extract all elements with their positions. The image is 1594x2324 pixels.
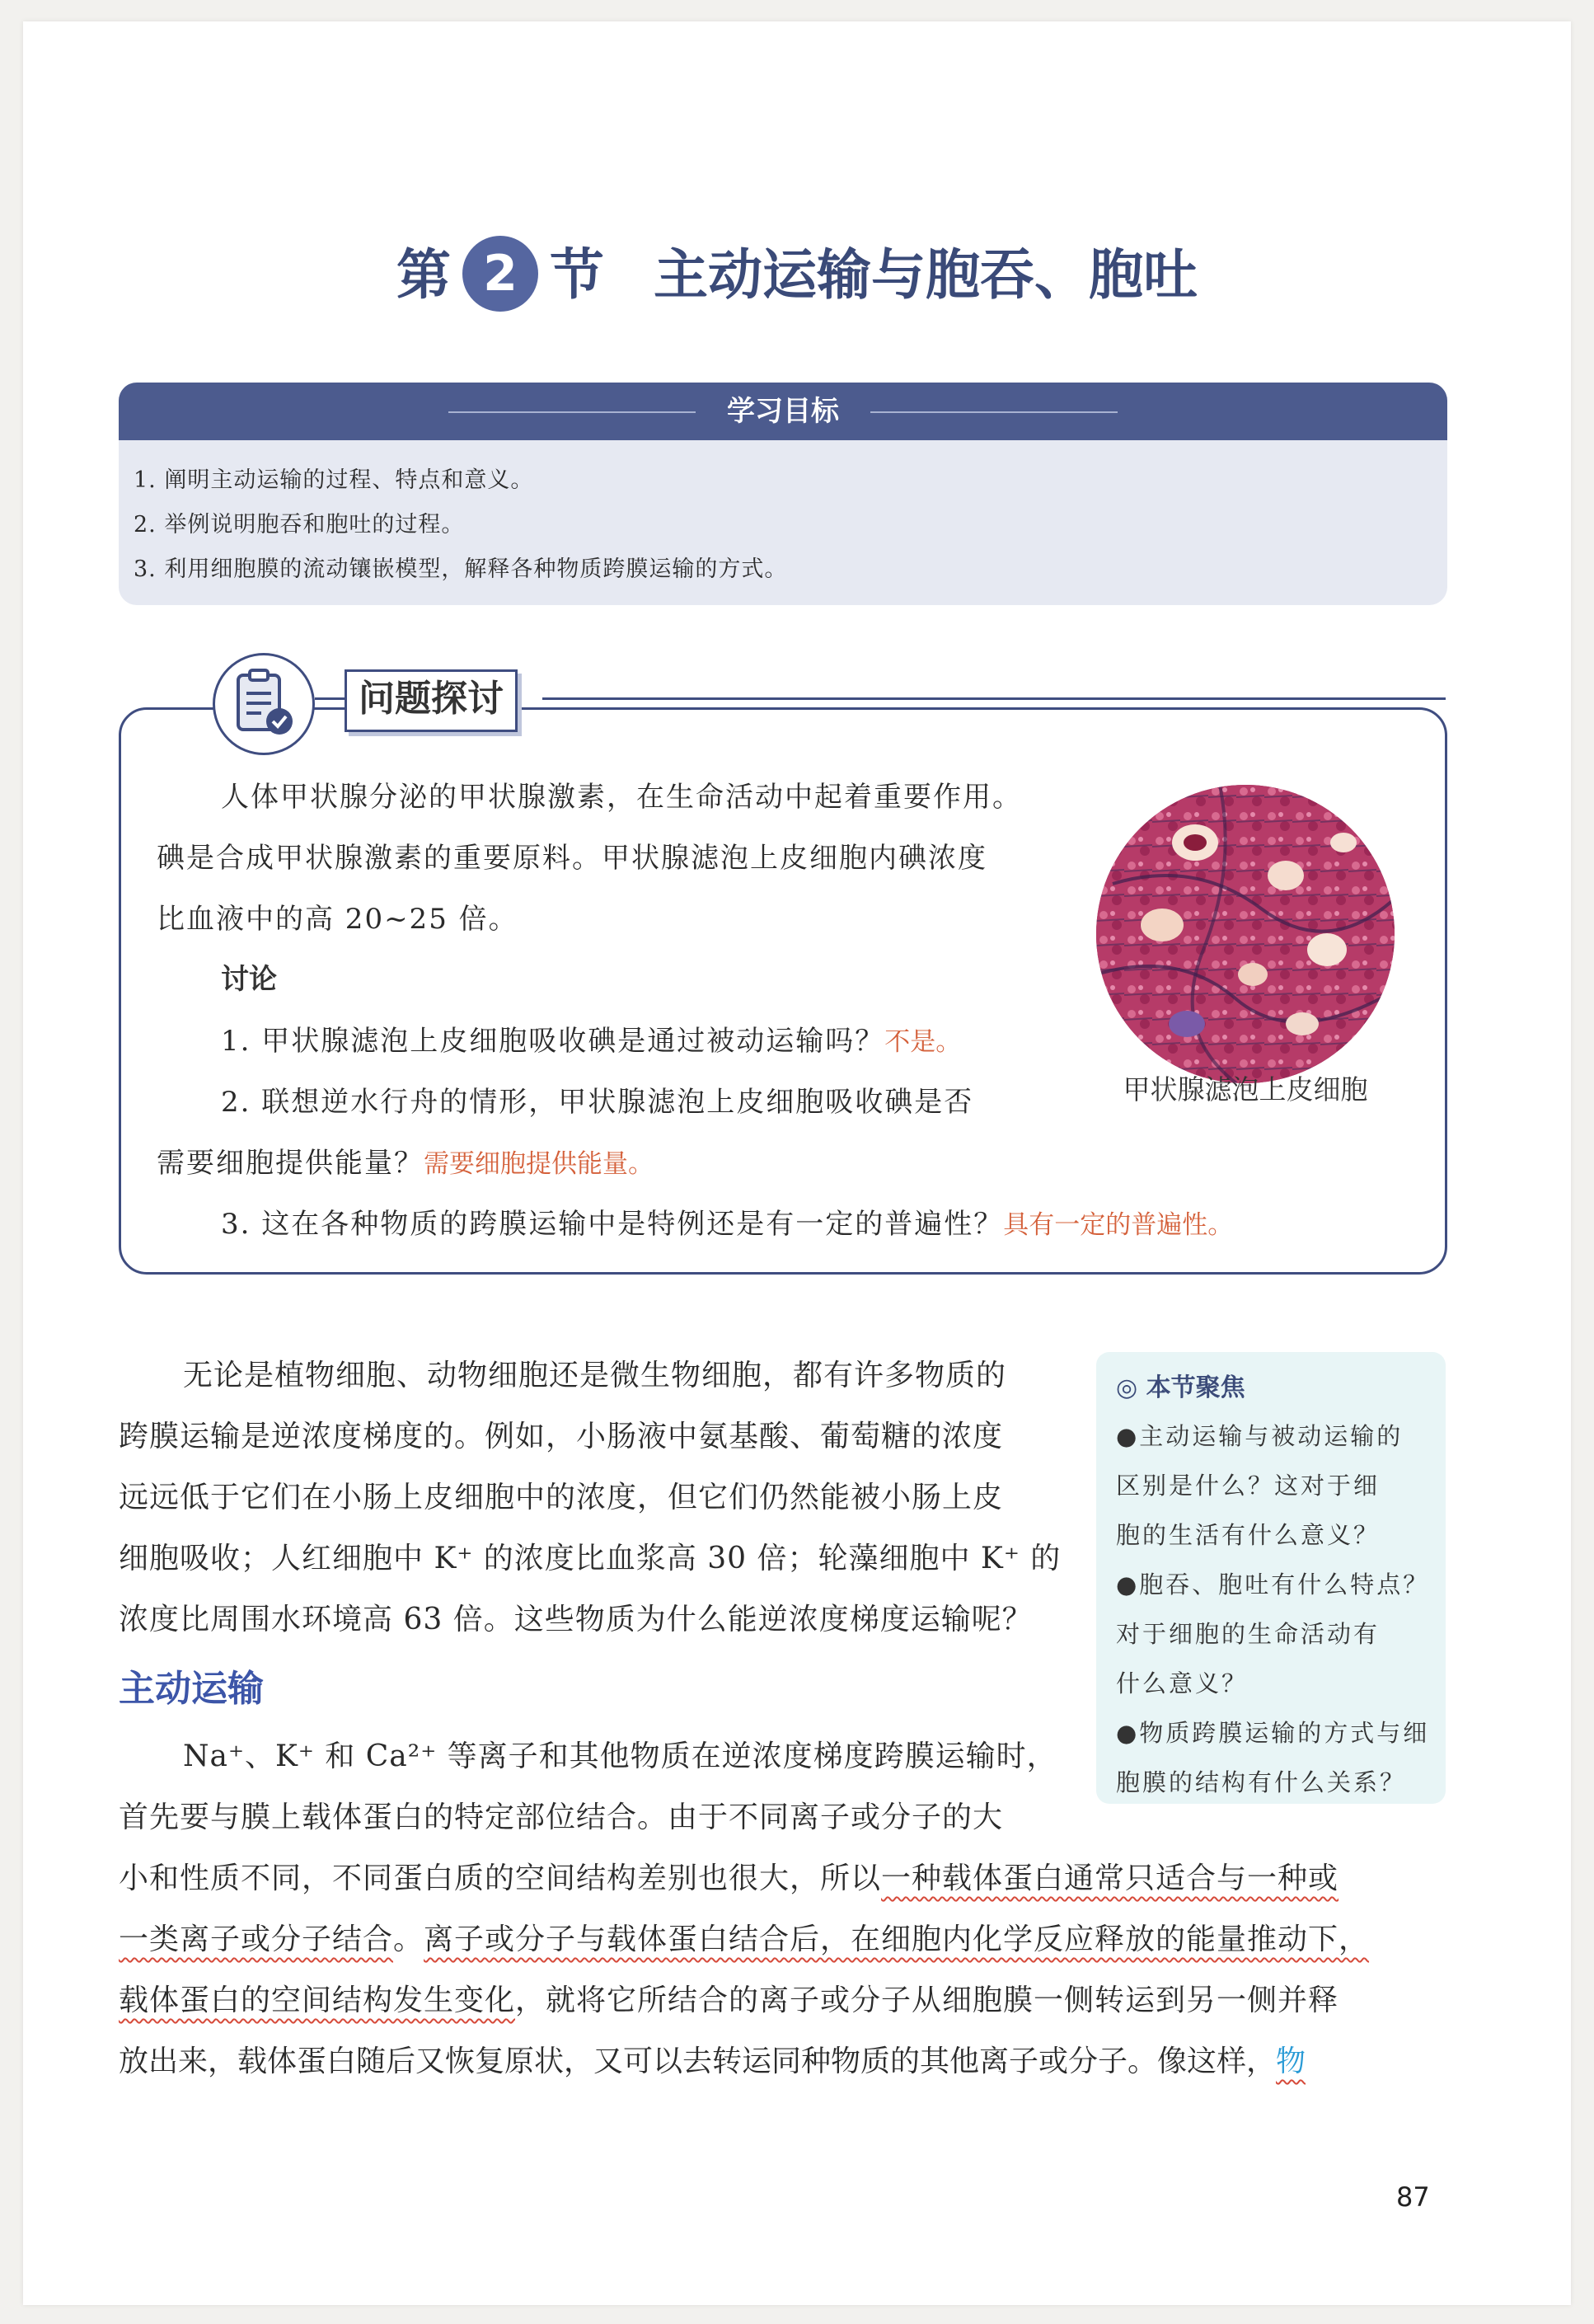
term-highlight: 物 [1276, 2045, 1306, 2078]
discussion-connector [315, 697, 345, 700]
objectives-list [119, 440, 1447, 605]
thyroid-follicle-micrograph [1096, 785, 1395, 1083]
learning-objectives-box [119, 383, 1447, 605]
body-line [119, 1909, 1454, 1970]
section-suffix: 节 [550, 243, 604, 307]
body-line [119, 1848, 1454, 1909]
answer-text: 需要细胞提供能量。 [424, 1149, 654, 1179]
section-heading: 主动运输 [119, 1668, 264, 1710]
focus-line: 区别是什么？这对于细 [1116, 1472, 1381, 1500]
focus-line: ●胞吞、胞吐有什么特点？ [1116, 1570, 1430, 1599]
body-line: 浓度比周围水环境高 63 倍。这些物质为什么能逆浓度梯度运输呢？ [119, 1603, 1033, 1636]
answer-text: 具有一定的普遍性。 [1003, 1210, 1234, 1240]
underlined-key-text: 载体蛋白的空间结构发生变化 [119, 1984, 516, 2017]
question-text: 1. 甲状腺滤泡上皮细胞吸收碘是通过被动运输吗？ [221, 1025, 885, 1058]
objectives-header [119, 383, 1447, 440]
objective-item: 2. 举例说明胞吞和胞吐的过程。 [134, 512, 465, 538]
focus-line: 胞膜的结构有什么关系？ [1116, 1768, 1407, 1796]
focus-line: ●主动运输与被动运输的 [1116, 1422, 1404, 1450]
body-line [119, 1970, 1454, 2031]
underlined-key-text: 一类离子或分子结合 [119, 1923, 394, 1956]
body-line: 首先要与膜上载体蛋白的特定部位结合。由于不同离子或分子的大 [119, 1801, 1004, 1834]
clipboard-check-icon [213, 653, 315, 755]
discussion-label: 问题探讨 [345, 669, 518, 732]
body-text: 小和性质不同，不同蛋白质的空间结构差别也很大，所以 [119, 1862, 882, 1895]
image-caption: 甲状腺滤泡上皮细胞 [1123, 1073, 1368, 1106]
section-prefix: 第 [396, 243, 451, 307]
focus-line: 对于细胞的生命活动有 [1116, 1620, 1381, 1648]
body-line: 跨膜运输是逆浓度梯度的。例如，小肠液中氨基酸、葡萄糖的浓度 [119, 1420, 1004, 1453]
objectives-heading: 学习目标 [727, 395, 839, 428]
body-line: 远远低于它们在小肠上皮细胞中的浓度，但它们仍然能被小肠上皮 [119, 1481, 1004, 1514]
discussion-intro-line: 人体甲状腺分泌的甲状腺激素，在生命活动中起着重要作用。 [221, 781, 1022, 814]
question-text: 需要细胞提供能量？ [157, 1147, 424, 1180]
underlined-key-text: 离子或分子与载体蛋白结合后，在细胞内化学反应释放的能量推动下， [424, 1923, 1370, 1956]
discussion-intro-line: 比血液中的高 20~25 倍。 [157, 903, 518, 936]
section-title-text: 主动运输与胞吞、胞吐 [654, 243, 1198, 307]
question-text: 3. 这在各种物质的跨膜运输中是特例还是有一定的普遍性？ [221, 1208, 1004, 1241]
discussion-question-1 [221, 1011, 1086, 1073]
body-line: Na⁺、K⁺ 和 Ca²⁺ 等离子和其他物质在逆浓度梯度跨膜运输时， [183, 1739, 1057, 1773]
discussion-heading: 讨论 [221, 963, 277, 996]
discussion-question-3 [221, 1194, 1375, 1256]
page-number: 87 [1396, 2181, 1430, 2213]
answer-text: 不是。 [884, 1027, 962, 1057]
body-text: 。 [393, 1923, 424, 1956]
focus-title: ◎ 本节聚焦 [1116, 1373, 1245, 1402]
body-text: 放出来，载体蛋白随后又恢复原状，又可以去转运同种物质的其他离子或分子。像这样， [119, 2045, 1277, 2078]
focus-line: 什么意义？ [1116, 1669, 1249, 1697]
focus-line: 胞的生活有什么意义？ [1116, 1521, 1381, 1549]
discussion-question-2: 2. 联想逆水行舟的情形，甲状腺滤泡上皮细胞吸收碘是否 [221, 1086, 974, 1119]
underlined-key-text: 一种载体蛋白通常只适合与一种或 [881, 1862, 1339, 1895]
discussion-intro-line: 碘是合成甲状腺激素的重要原料。甲状腺滤泡上皮细胞内碘浓度 [157, 842, 987, 875]
body-line: 细胞吸收；人红细胞中 K⁺ 的浓度比血浆高 30 倍；轮藻细胞中 K⁺ 的 [119, 1542, 1062, 1575]
focus-line: ●物质跨膜运输的方式与细 [1116, 1719, 1430, 1747]
objective-item: 3. 利用细胞膜的流动镶嵌模型，解释各种物质跨膜运输的方式。 [134, 556, 788, 582]
body-line: 无论是植物细胞、动物细胞还是微生物细胞，都有许多物质的 [183, 1359, 1007, 1392]
section-focus-box [1096, 1352, 1446, 1804]
objective-item: 1. 阐明主动运输的过程、特点和意义。 [134, 467, 534, 493]
section-title [0, 231, 1594, 317]
body-text: ，就将它所结合的离子或分子从细胞膜一侧转运到另一侧并释 [515, 1984, 1339, 2017]
discussion-top-rule [542, 697, 1446, 700]
body-line [119, 2031, 1470, 2092]
section-number-badge: 2 [462, 236, 538, 312]
discussion-question-2-cont [157, 1133, 1084, 1195]
